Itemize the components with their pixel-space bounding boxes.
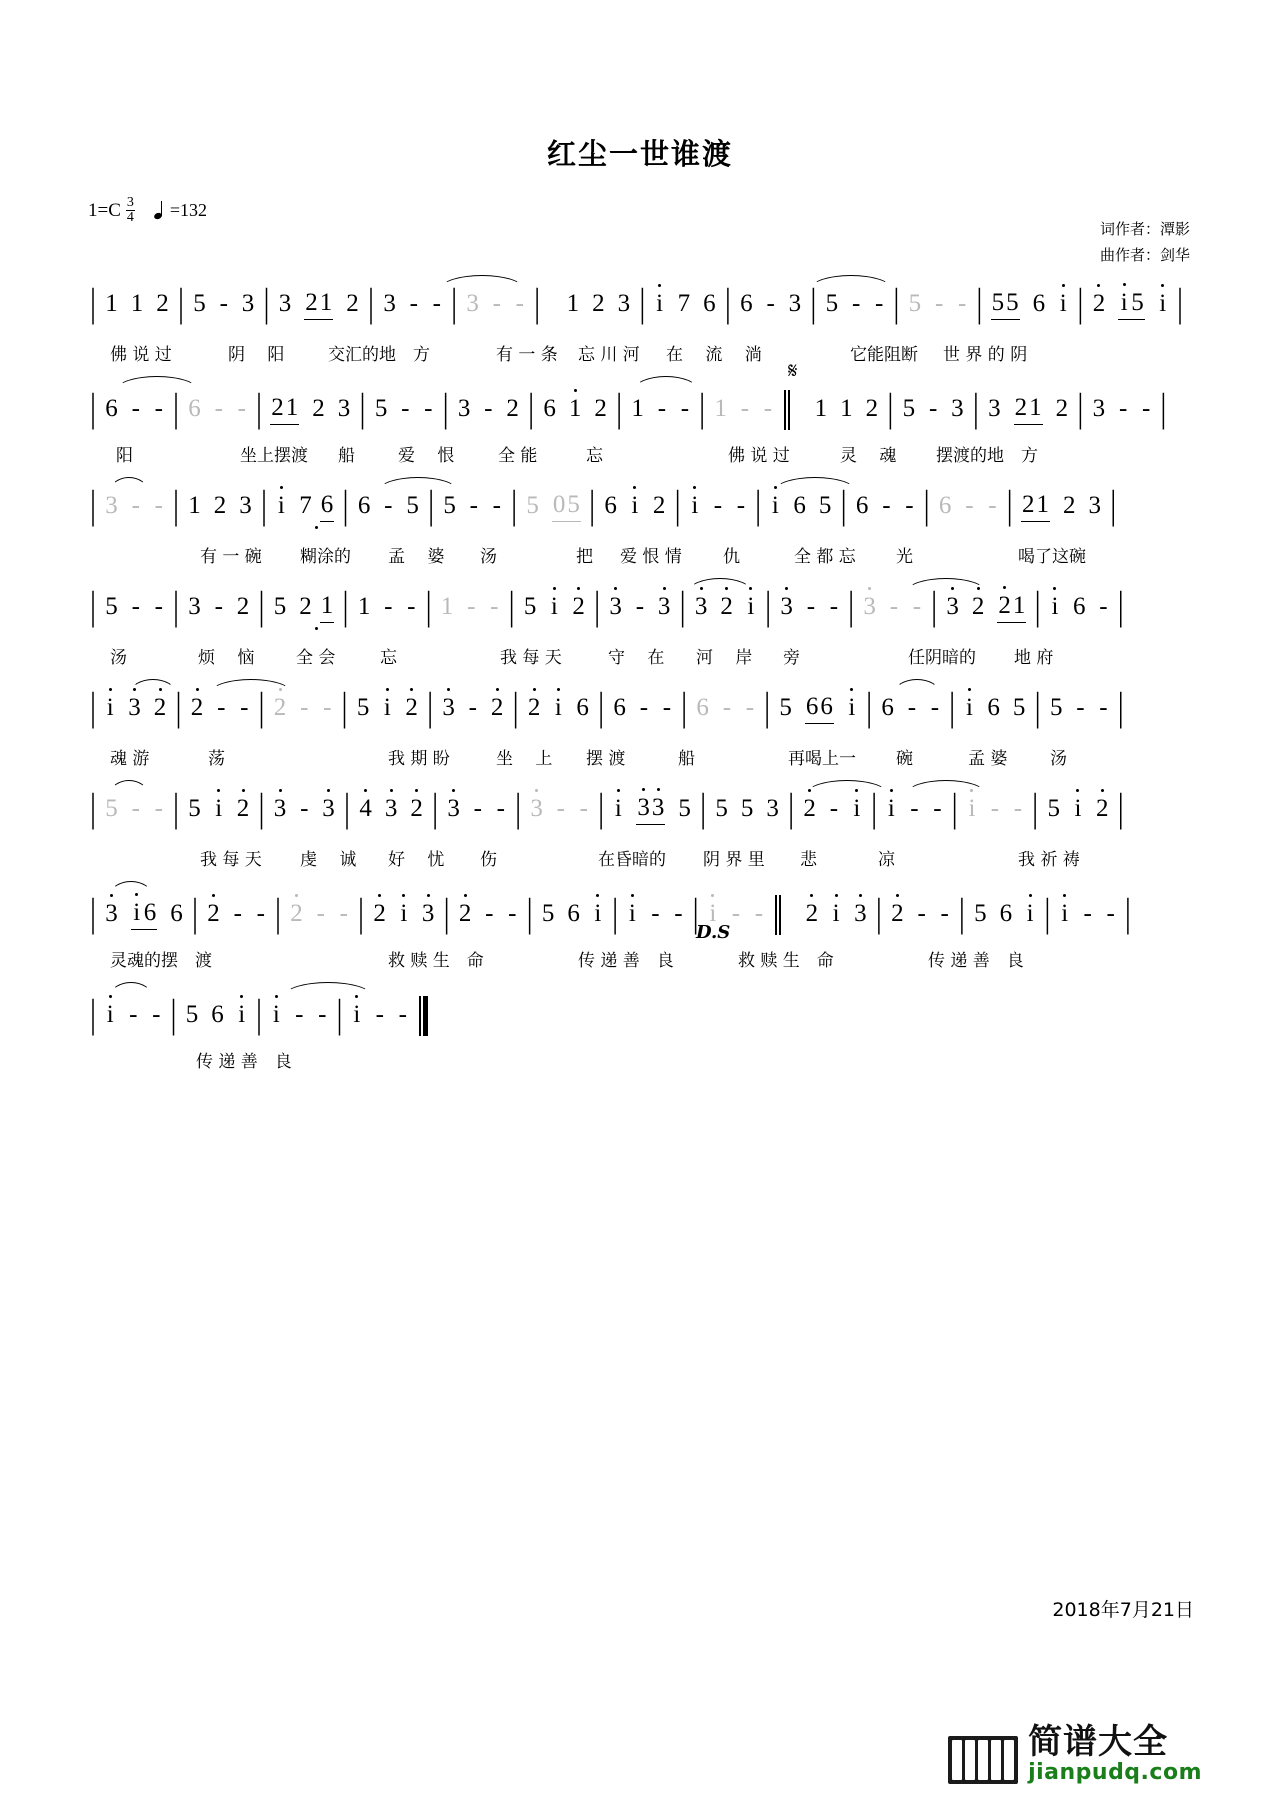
barline: | xyxy=(192,891,199,936)
lyrics-line: 汤 烦 恼 全 会 忘 我 每 天 守 在 河 岸 旁 任阴暗的 地 府 xyxy=(110,648,1054,668)
barline: | xyxy=(336,992,343,1037)
barline: | xyxy=(511,483,518,528)
barline: | xyxy=(1117,786,1124,831)
lyrics-line: 灵魂的摆 渡 救 赎 生 命 传 递 善 良 救 赎 生 命 传 递 善 良 xyxy=(110,951,1024,971)
barline: | xyxy=(263,281,270,326)
barline: | xyxy=(261,483,268,528)
barline: | xyxy=(256,386,263,431)
barline: | xyxy=(692,891,699,936)
system-row xyxy=(88,992,1192,1096)
composer: 曲作者：剑华 xyxy=(1099,246,1190,265)
final-barline xyxy=(417,996,428,1036)
double-barline xyxy=(773,895,781,935)
barline: | xyxy=(178,281,185,326)
barline: | xyxy=(893,281,900,326)
barline: | xyxy=(976,281,983,326)
ds-marker: D.S xyxy=(696,922,731,943)
barline: | xyxy=(589,483,596,528)
barline: | xyxy=(840,483,847,528)
quarter-note-icon xyxy=(154,202,168,219)
barline: | xyxy=(425,584,432,629)
barline: | xyxy=(1006,483,1013,528)
barline: | xyxy=(90,685,97,730)
notation-line: | 3 i 6 6 | 2 - - | 2 - - | 2 i 3 | 2 - - | 5 6 i | i - - | i - - 2 i 3 | 2 - - | 5 6 i | i - - | D.S xyxy=(88,894,1192,940)
barline: | xyxy=(674,483,681,528)
barline: | xyxy=(90,584,97,629)
barline: | xyxy=(258,685,265,730)
system-row xyxy=(88,685,1192,793)
barline: | xyxy=(700,786,707,831)
barline: | xyxy=(699,386,706,431)
barline: | xyxy=(612,891,619,936)
barline: | xyxy=(443,891,450,936)
notation-line: | i 3 2 | 2 - - | 2 - - | 5 i 2 | 3 - 2 | 2 i 6 | 6 - - | 6 - - | 5 66 i | 6 - - | i 6 5 | 5 - - | xyxy=(88,692,1192,738)
barline: | xyxy=(342,483,349,528)
barline: | xyxy=(1110,483,1117,528)
key-and-tempo xyxy=(88,196,207,226)
barline: | xyxy=(258,584,265,629)
barline: | xyxy=(342,584,349,629)
system-row xyxy=(88,281,1192,389)
logo-en-label: jianpudq.com xyxy=(1028,1759,1202,1785)
barline: | xyxy=(508,584,515,629)
notation-line: | 6 - - | 6 - - | 21 2 3 | 5 - - | 3 - 2 | 6 1 2 | 1 - - | 1 - - 1 1 2 | 5 - 3 | 3 21 2 | 3 - - | 𝄋 xyxy=(90,359,1167,431)
barline: | xyxy=(90,483,97,528)
date-label: 2018年7月21日 xyxy=(1052,1599,1194,1621)
barline: | xyxy=(887,386,894,431)
logo-cn-label: 简谱大全 xyxy=(1028,1722,1169,1763)
slur xyxy=(440,275,524,289)
lyrics-line: 佛 说 过 阴 阳 交汇的地 方 有 一 条 忘 川 河 在 流 淌 它能阻断 世 界 的 阴 xyxy=(110,345,1028,365)
barline: | xyxy=(341,685,348,730)
barline: | xyxy=(1077,281,1084,326)
system-row xyxy=(88,786,1192,894)
barline: | xyxy=(1034,685,1041,730)
barline: | xyxy=(275,891,282,936)
barline: | xyxy=(368,281,375,326)
site-logo[interactable] xyxy=(948,1722,1202,1785)
barline: | xyxy=(598,786,605,831)
barline: | xyxy=(923,483,930,528)
barline: | xyxy=(788,786,795,831)
barline: | xyxy=(1124,891,1131,936)
logo-text xyxy=(1028,1722,1202,1785)
lyrics-line: 魂 游 荡 我 期 盼 坐 上 摆 渡 船 再喝上一 碗 孟 婆 汤 xyxy=(110,749,1067,769)
barline: | xyxy=(1077,386,1084,431)
barline: | xyxy=(428,483,435,528)
barline: | xyxy=(515,786,522,831)
notation-line: | 5 - - | 5 i 2 | 3 - 3 | 4 3 2 | 3 - - | 3 - - | i 33 5 | 5 5 3 | 2 - i | i - - | i - - | 5 i 2 | xyxy=(88,793,1192,839)
key-signature: 1=C xyxy=(88,199,121,221)
lyrics-line: 我 每 天 虔 诚 好 忧 伤 在昏暗的 阴 界 里 悲 凉 我 祈 祷 xyxy=(200,850,1080,870)
barline: | xyxy=(173,786,180,831)
time-signature-denominator: 4 xyxy=(126,210,134,226)
notation-line: | 3 - - | 1 2 3 | i 7 6 | 6 - 5 | 5 - - | 5 05 | 6 i 2 | i - - | i 6 5 | 6 - - | 6 - - | 21 2 3 | xyxy=(88,490,1192,536)
barline: | xyxy=(90,386,97,431)
barline: | xyxy=(173,584,180,629)
lyrics-line: 传 递 善 良 xyxy=(196,1052,292,1072)
barline: | xyxy=(949,685,956,730)
double-barline xyxy=(782,390,790,430)
notation-line: | 1 1 2 | 5 - 3 | 3 21 2 | 3 - - | 3 - - | 1 2 3 | i 7 6 | 6 - 3 | 5 - - | 5 - - | 55 6 i | 2 i 5 i | xyxy=(88,288,1192,334)
credits xyxy=(1100,216,1190,269)
barline: | xyxy=(681,685,688,730)
slur xyxy=(810,275,892,289)
barline: | xyxy=(90,992,97,1037)
barline: | xyxy=(1044,891,1051,936)
barline: | xyxy=(258,786,265,831)
barline: | xyxy=(724,281,731,326)
barline: | xyxy=(90,281,97,326)
barline: | xyxy=(972,386,979,431)
barline: | xyxy=(616,386,623,431)
barline: | xyxy=(871,786,878,831)
barline: | xyxy=(1034,584,1041,629)
barline: | xyxy=(598,685,605,730)
system-row xyxy=(88,891,1192,995)
barline: | xyxy=(451,281,458,326)
segno-icon: 𝄋 xyxy=(788,359,798,384)
barline: | xyxy=(359,386,366,431)
system-row xyxy=(88,483,1192,591)
lyricist: 词作者：潭影 xyxy=(1099,220,1190,238)
barline: | xyxy=(866,685,873,730)
barline: | xyxy=(1117,584,1124,629)
barline: | xyxy=(594,584,601,629)
barline: | xyxy=(755,483,762,528)
page-title: 红尘一世谁渡 xyxy=(546,137,733,171)
barline: | xyxy=(90,891,97,936)
barline: | xyxy=(764,685,771,730)
barline: | xyxy=(432,786,439,831)
score xyxy=(88,281,1192,1096)
lyrics-line: 有 一 碗 糊涂的 孟 婆 汤 把 爱 恨 情 仇 全 都 忘 光 喝了这碗 xyxy=(200,547,1086,567)
barline: | xyxy=(765,584,772,629)
piano-keys-icon xyxy=(948,1736,1018,1784)
barline: | xyxy=(90,786,97,831)
barline: | xyxy=(256,992,263,1037)
tempo-value: =132 xyxy=(169,200,208,221)
barline: | xyxy=(848,584,855,629)
tempo-marking xyxy=(154,200,207,221)
barline: | xyxy=(931,584,938,629)
barline: | xyxy=(534,281,541,326)
barline: | xyxy=(427,685,434,730)
barline: | xyxy=(1160,386,1167,431)
barline: | xyxy=(1117,685,1124,730)
barline: | xyxy=(951,786,958,831)
barline: | xyxy=(170,992,177,1037)
barline: | xyxy=(875,891,882,936)
barline: | xyxy=(958,891,965,936)
barline: | xyxy=(512,685,519,730)
barline: | xyxy=(358,891,365,936)
barline: | xyxy=(679,584,686,629)
notation-line: | i - - | 5 6 i | i - - | i - - xyxy=(88,995,1192,1041)
barline: | xyxy=(526,891,533,936)
system-row xyxy=(88,584,1192,692)
barline: | xyxy=(528,386,535,431)
barline: | xyxy=(173,483,180,528)
system-row xyxy=(88,359,1192,490)
time-signature xyxy=(126,196,135,226)
barline: | xyxy=(344,786,351,831)
barline: | xyxy=(175,685,182,730)
barline: | xyxy=(1032,786,1039,831)
time-signature-numerator: 3 xyxy=(126,195,134,210)
notation-line: | 5 - - | 3 - 2 | 5 2 1 | 1 - - | 1 - - | 5 i 2 | 3 - 3 | 3 2 i | 3 - - | 3 - - | 3 2 21 | i 6 - | xyxy=(88,591,1192,637)
barline: | xyxy=(639,281,646,326)
barline: | xyxy=(442,386,449,431)
barline: | xyxy=(173,386,180,431)
barline: | xyxy=(1176,281,1183,326)
lyrics-line: 阳 坐上摆渡 船 爱 恨 全 能 忘 佛 说 过 灵 魂 摆渡的地 方 xyxy=(116,446,1038,466)
barline: | xyxy=(810,281,817,326)
